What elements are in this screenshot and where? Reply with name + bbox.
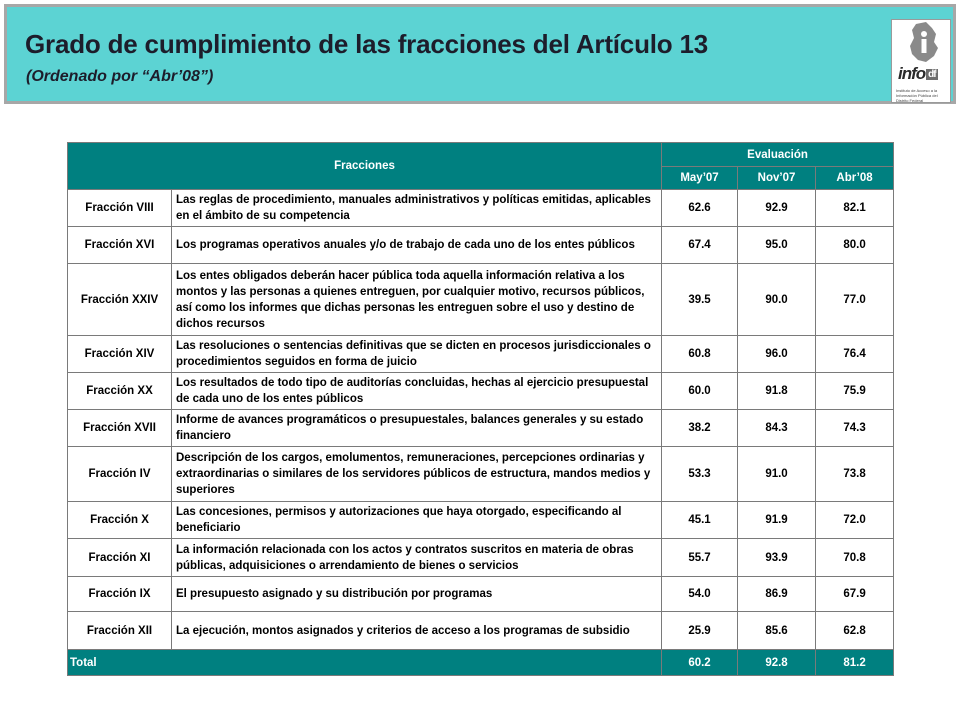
value-abr08: 75.9 — [816, 373, 894, 410]
value-may07: 45.1 — [662, 502, 738, 539]
header-fracciones: Fracciones — [68, 143, 662, 190]
fraccion-name: Fracción IV — [68, 447, 172, 502]
fraccion-description: Las resoluciones o sentencias definitivas que se dicten en procesos jurisdiccionales o procedimientos seguidos en forma de juicio — [172, 336, 662, 373]
value-may07: 60.8 — [662, 336, 738, 373]
fraccion-description: Informe de avances programáticos o presupuestales, balances generales y su estado financiero — [172, 410, 662, 447]
fraccion-name: Fracción XI — [68, 539, 172, 577]
fraccion-name: Fracción X — [68, 502, 172, 539]
value-may07: 39.5 — [662, 264, 738, 336]
fraccion-description: Descripción de los cargos, emolumentos, remuneraciones, percepciones ordinarias y extraordinarias o similares de los servidores públicos de estructura, mandos medios y superiores — [172, 447, 662, 502]
fraccion-description: Las reglas de procedimiento, manuales administrativos y políticas emitidas, aplicables en el ámbito de su competencia — [172, 190, 662, 227]
page-subtitle: (Ordenado por “Abr’08”) — [26, 68, 214, 85]
table-row — [68, 190, 894, 227]
title-banner — [4, 4, 956, 104]
value-may07: 38.2 — [662, 410, 738, 447]
value-nov07: 96.0 — [738, 336, 816, 373]
table-row — [68, 373, 894, 410]
fraccion-name: Fracción XVII — [68, 410, 172, 447]
value-abr08: 76.4 — [816, 336, 894, 373]
table-row — [68, 502, 894, 539]
value-abr08: 80.0 — [816, 227, 894, 264]
value-may07: 60.0 — [662, 373, 738, 410]
fraccion-description: La ejecución, montos asignados y criterios de acceso a los programas de subsidio — [172, 612, 662, 650]
table-row — [68, 539, 894, 577]
value-abr08: 74.3 — [816, 410, 894, 447]
value-abr08: 67.9 — [816, 577, 894, 612]
total-row — [68, 650, 894, 676]
value-abr08: 70.8 — [816, 539, 894, 577]
fraccion-name: Fracción IX — [68, 577, 172, 612]
fraccion-description: Los programas operativos anuales y/o de trabajo de cada uno de los entes públicos — [172, 227, 662, 264]
table-row — [68, 612, 894, 650]
value-nov07: 95.0 — [738, 227, 816, 264]
header-period-abr08: Abr’08 — [816, 167, 894, 190]
page-title: Grado de cumplimiento de las fracciones del Artículo 13 — [25, 29, 709, 59]
value-nov07: 91.0 — [738, 447, 816, 502]
value-nov07: 90.0 — [738, 264, 816, 336]
fraccion-description: El presupuesto asignado y su distribución por programas — [172, 577, 662, 612]
value-may07: 55.7 — [662, 539, 738, 577]
table-row — [68, 410, 894, 447]
value-nov07: 85.6 — [738, 612, 816, 650]
total-may07: 60.2 — [662, 650, 738, 676]
table-row — [68, 577, 894, 612]
value-abr08: 82.1 — [816, 190, 894, 227]
header-period-nov07: Nov’07 — [738, 167, 816, 190]
value-may07: 62.6 — [662, 190, 738, 227]
fraccion-name: Fracción VIII — [68, 190, 172, 227]
header-evaluacion: Evaluación — [662, 143, 894, 167]
value-nov07: 91.8 — [738, 373, 816, 410]
fraccion-description: Los resultados de todo tipo de auditorías concluidas, hechas al ejercicio presupuestal de cada uno de los entes públicos — [172, 373, 662, 410]
total-abr08: 81.2 — [816, 650, 894, 676]
fraccion-name: Fracción XXIV — [68, 264, 172, 336]
infodf-logo — [891, 19, 951, 103]
fraccion-description: Los entes obligados deberán hacer pública toda aquella información relativa a los montos y las personas a quienes entreguen, por cualquier motivo, recursos públicos, así como los informes que dichas personas les entreguen sobre el uso y destino de dichos recursos — [172, 264, 662, 336]
table-row — [68, 447, 894, 502]
table-row — [68, 227, 894, 264]
value-abr08: 73.8 — [816, 447, 894, 502]
map-emblem-icon — [892, 20, 952, 66]
fraccion-name: Fracción XIV — [68, 336, 172, 373]
value-abr08: 62.8 — [816, 612, 894, 650]
logo-wordmark: info df — [898, 64, 936, 83]
value-abr08: 77.0 — [816, 264, 894, 336]
total-nov07: 92.8 — [738, 650, 816, 676]
value-abr08: 72.0 — [816, 502, 894, 539]
value-may07: 54.0 — [662, 577, 738, 612]
value-nov07: 84.3 — [738, 410, 816, 447]
fraccion-name: Fracción XX — [68, 373, 172, 410]
value-may07: 53.3 — [662, 447, 738, 502]
fraccion-name: Fracción XII — [68, 612, 172, 650]
value-may07: 25.9 — [662, 612, 738, 650]
total-label: Total — [68, 650, 662, 676]
value-nov07: 93.9 — [738, 539, 816, 577]
fraccion-description: La información relacionada con los actos y contratos suscritos en materia de obras públicas, adquisiciones o arrendamiento de bienes o servicios — [172, 539, 662, 577]
value-nov07: 91.9 — [738, 502, 816, 539]
fracciones-table — [67, 142, 894, 676]
value-nov07: 86.9 — [738, 577, 816, 612]
value-nov07: 92.9 — [738, 190, 816, 227]
header-period-may07: May’07 — [662, 167, 738, 190]
logo-tagline: Instituto de Acceso a la Información Pública del Distrito Federal — [896, 88, 938, 103]
fraccion-description: Las concesiones, permisos y autorizaciones que haya otorgado, especificando al beneficiario — [172, 502, 662, 539]
table-row — [68, 336, 894, 373]
fraccion-name: Fracción XVI — [68, 227, 172, 264]
table-row — [68, 264, 894, 336]
value-may07: 67.4 — [662, 227, 738, 264]
